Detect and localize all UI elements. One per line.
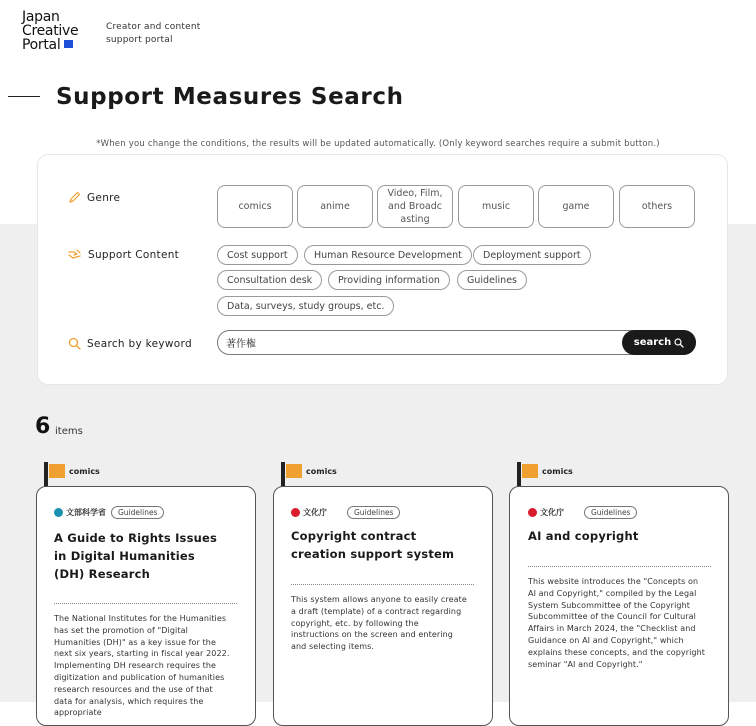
genre-flag-icon [49,464,65,478]
ministry-emblem-icon [54,508,63,517]
tagline-line-1: Creator and content [106,22,201,32]
genre-label [68,191,120,204]
flag-pole [517,462,521,488]
card-genre: comics [542,467,573,476]
genre-option-comics[interactable]: comics [217,185,293,228]
support-content-label [68,249,179,261]
agency-emblem-icon [291,508,300,517]
support-option-human-resource-development[interactable]: Human Resource Development [304,245,472,265]
agency-emblem-icon [528,508,537,517]
auto-update-notice: *When you change the conditions, the results will be updated automatically. (Only keyword searches require a submit button.) [96,139,660,149]
card-divider [291,584,474,585]
logo-line-1: Japan [22,9,60,25]
card-description: This website introduces the "Concepts on AI and Copyright," compiled by the Legal System Subcommittee of the Copyright Subcommittee of the Council for Cultural Affairs in March 2024, the "Checklist and Guidance on AI and Copyright," which explains these concepts, and the copyright seminar "AI and Copyright." [528,577,706,669]
support-option-guidelines[interactable]: Guidelines [457,270,527,290]
genre-label-text: Genre [87,191,121,204]
keyword-label [68,337,192,350]
keyword-label-text: Search by keyword [87,337,192,350]
card-title[interactable]: Copyright contract creation support system [291,529,455,561]
logo-line-3: Portal [22,37,61,53]
genre-option-video-film-broadcasting[interactable]: Video, Film, and Broadc asting [377,185,453,228]
org-name: 文部科学省 [66,508,106,517]
search-button[interactable] [622,330,696,355]
page-title: Support Measures Search [56,84,404,110]
org-name: 文化庁 [303,508,327,517]
card-badge: Guidelines [347,506,400,519]
pencil-icon [68,191,81,204]
org-logo [54,507,106,518]
title-rule [8,96,40,97]
result-count-unit: items [55,426,83,437]
support-option-data-surveys[interactable]: Data, surveys, study groups, etc. [217,296,394,316]
search-icon [68,337,81,350]
flag-pole [44,462,48,488]
support-option-consultation-desk[interactable]: Consultation desk [217,270,322,290]
support-hand-icon [68,249,82,261]
card-divider [54,603,237,604]
genre-option-anime[interactable]: anime [297,185,373,228]
card-description: This system allows anyone to easily create a draft (template) of a contract regarding copyright, etc. by following the instructions on the screen and entering and selecting items. [291,595,467,652]
card-badge: Guidelines [584,506,637,519]
org-name: 文化庁 [540,508,564,517]
search-button-icon [674,338,684,348]
genre-option-music[interactable]: music [458,185,534,228]
support-option-providing-information[interactable]: Providing information [328,270,450,290]
card-description: The National Institutes for the Humanities has set the promotion of "Digital Humanities (DH)" as a key issue for the next six years, starting in fiscal year 2022. Implementing DH research requires the digitization and publication of humanities research resources and the use of that data for analysis, which requires the appropriate [54,614,230,718]
logo-line-2: Creative [22,23,79,39]
org-logo [528,507,564,518]
card-divider [528,566,711,567]
support-content-label-text: Support Content [88,249,180,261]
genre-option-others[interactable]: others [619,185,695,228]
support-option-deployment-support[interactable]: Deployment support [473,245,591,265]
card-genre: comics [69,467,100,476]
support-option-cost-support[interactable]: Cost support [217,245,298,265]
keyword-search-input[interactable] [226,334,616,351]
keyword-search-box [217,330,696,355]
genre-flag-icon [522,464,538,478]
tagline-line-2: support portal [106,35,173,45]
card-genre: comics [306,467,337,476]
logo-flag-icon [64,40,73,48]
genre-option-game[interactable]: game [538,185,614,228]
tagline [106,21,201,47]
genre-flag-icon [286,464,302,478]
card-badge: Guidelines [111,506,164,519]
flag-pole [281,462,285,488]
org-logo [291,507,327,518]
card-title[interactable]: A Guide to Rights Issues in Digital Humanities (DH) Research [54,531,218,581]
result-count: 6 [35,414,51,439]
search-button-label: search [633,337,672,348]
card-title[interactable]: AI and copyright [528,529,639,543]
